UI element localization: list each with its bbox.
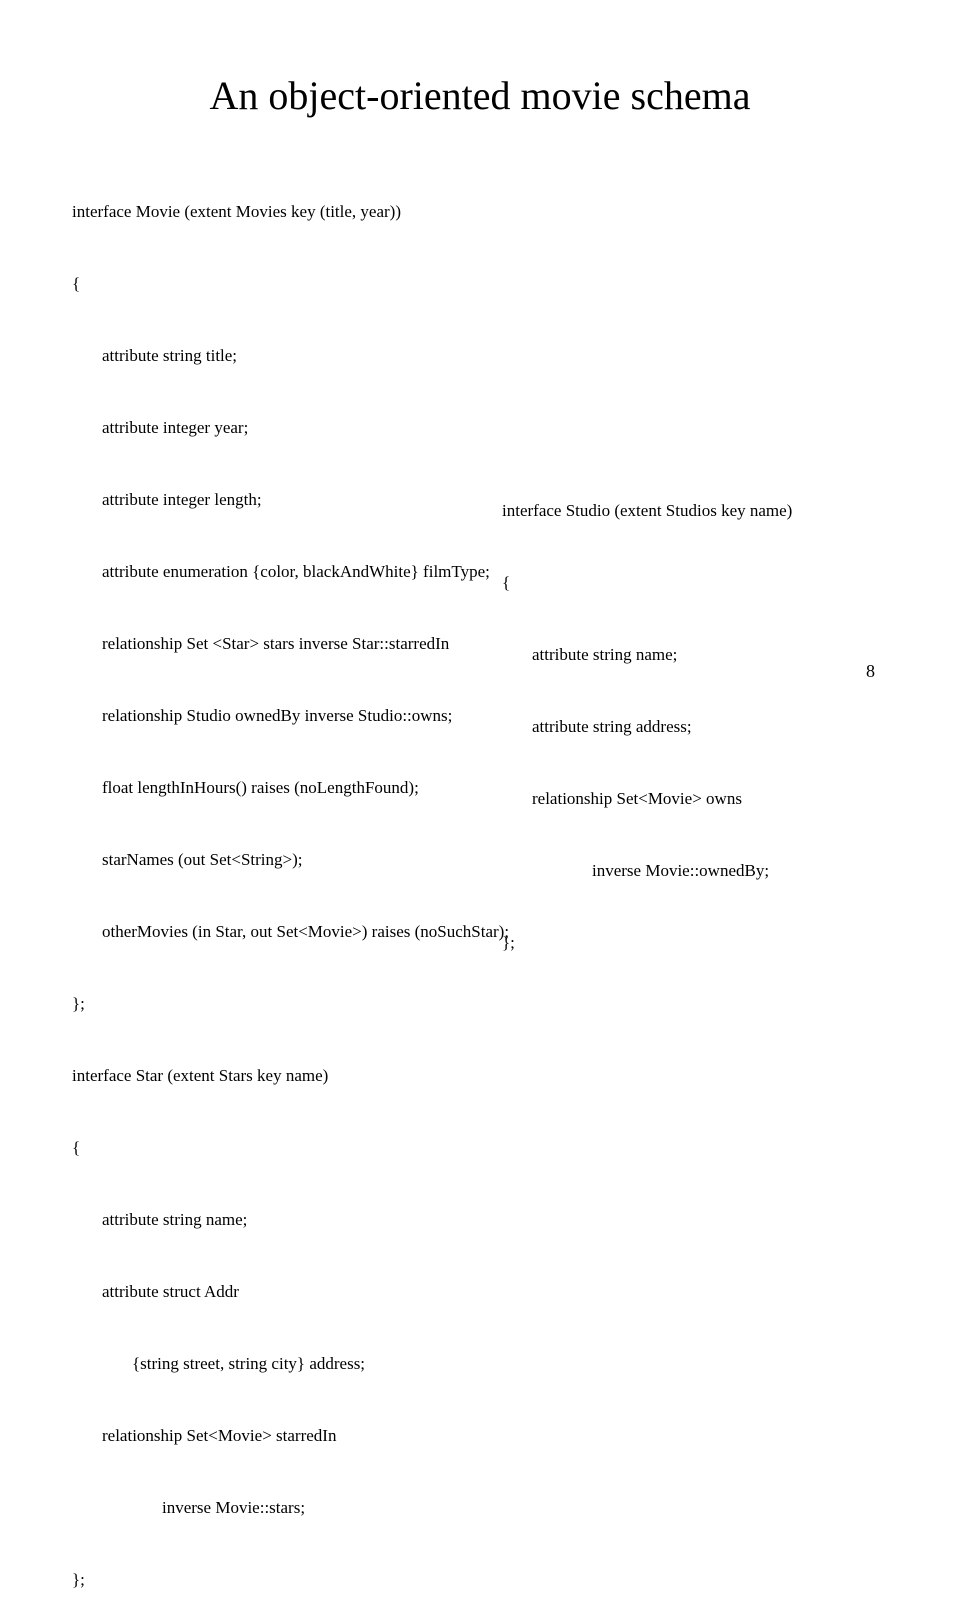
code-line: }; bbox=[72, 994, 85, 1013]
code-line: float lengthInHours() raises (noLengthFound); bbox=[102, 778, 419, 797]
code-line: relationship Set <Star> stars inverse Star::starredIn bbox=[102, 634, 450, 653]
code-line: { bbox=[72, 1138, 81, 1157]
movie-star-schema-code bbox=[72, 152, 509, 1616]
code-line: attribute integer length; bbox=[102, 490, 262, 509]
code-line: relationship Set<Movie> owns bbox=[532, 789, 742, 808]
page-number: 8 bbox=[866, 661, 875, 681]
code-line: attribute enumeration {color, blackAndWhite} filmType; bbox=[102, 562, 490, 581]
code-line: attribute string title; bbox=[102, 346, 238, 365]
code-line: attribute struct Addr bbox=[102, 1282, 239, 1301]
code-line: interface Movie (extent Movies key (title, year)) bbox=[72, 202, 402, 221]
code-line: relationship Set<Movie> starredIn bbox=[102, 1426, 337, 1445]
code-line: relationship Studio ownedBy inverse Studio::owns; bbox=[102, 706, 453, 725]
code-line: }; bbox=[502, 933, 515, 952]
code-line: attribute integer year; bbox=[102, 418, 249, 437]
slide-title: An object-oriented movie schema bbox=[209, 73, 751, 118]
studio-schema-code bbox=[502, 451, 792, 979]
code-line: { bbox=[502, 573, 511, 592]
code-line: otherMovies (in Star, out Set<Movie>) raises (noSuchStar); bbox=[102, 922, 510, 941]
code-line: interface Studio (extent Studios key name) bbox=[502, 501, 793, 520]
code-line: }; bbox=[72, 1570, 85, 1589]
code-line: starNames (out Set<String>); bbox=[102, 850, 303, 869]
code-line: attribute string name; bbox=[102, 1210, 248, 1229]
code-line: interface Star (extent Stars key name) bbox=[72, 1066, 329, 1085]
code-line: inverse Movie::ownedBy; bbox=[592, 861, 770, 880]
code-line: { bbox=[72, 274, 81, 293]
code-line: attribute string address; bbox=[532, 717, 692, 736]
code-line: {string street, string city} address; bbox=[132, 1354, 366, 1373]
code-line: inverse Movie::stars; bbox=[162, 1498, 306, 1517]
code-line: attribute string name; bbox=[532, 645, 678, 664]
